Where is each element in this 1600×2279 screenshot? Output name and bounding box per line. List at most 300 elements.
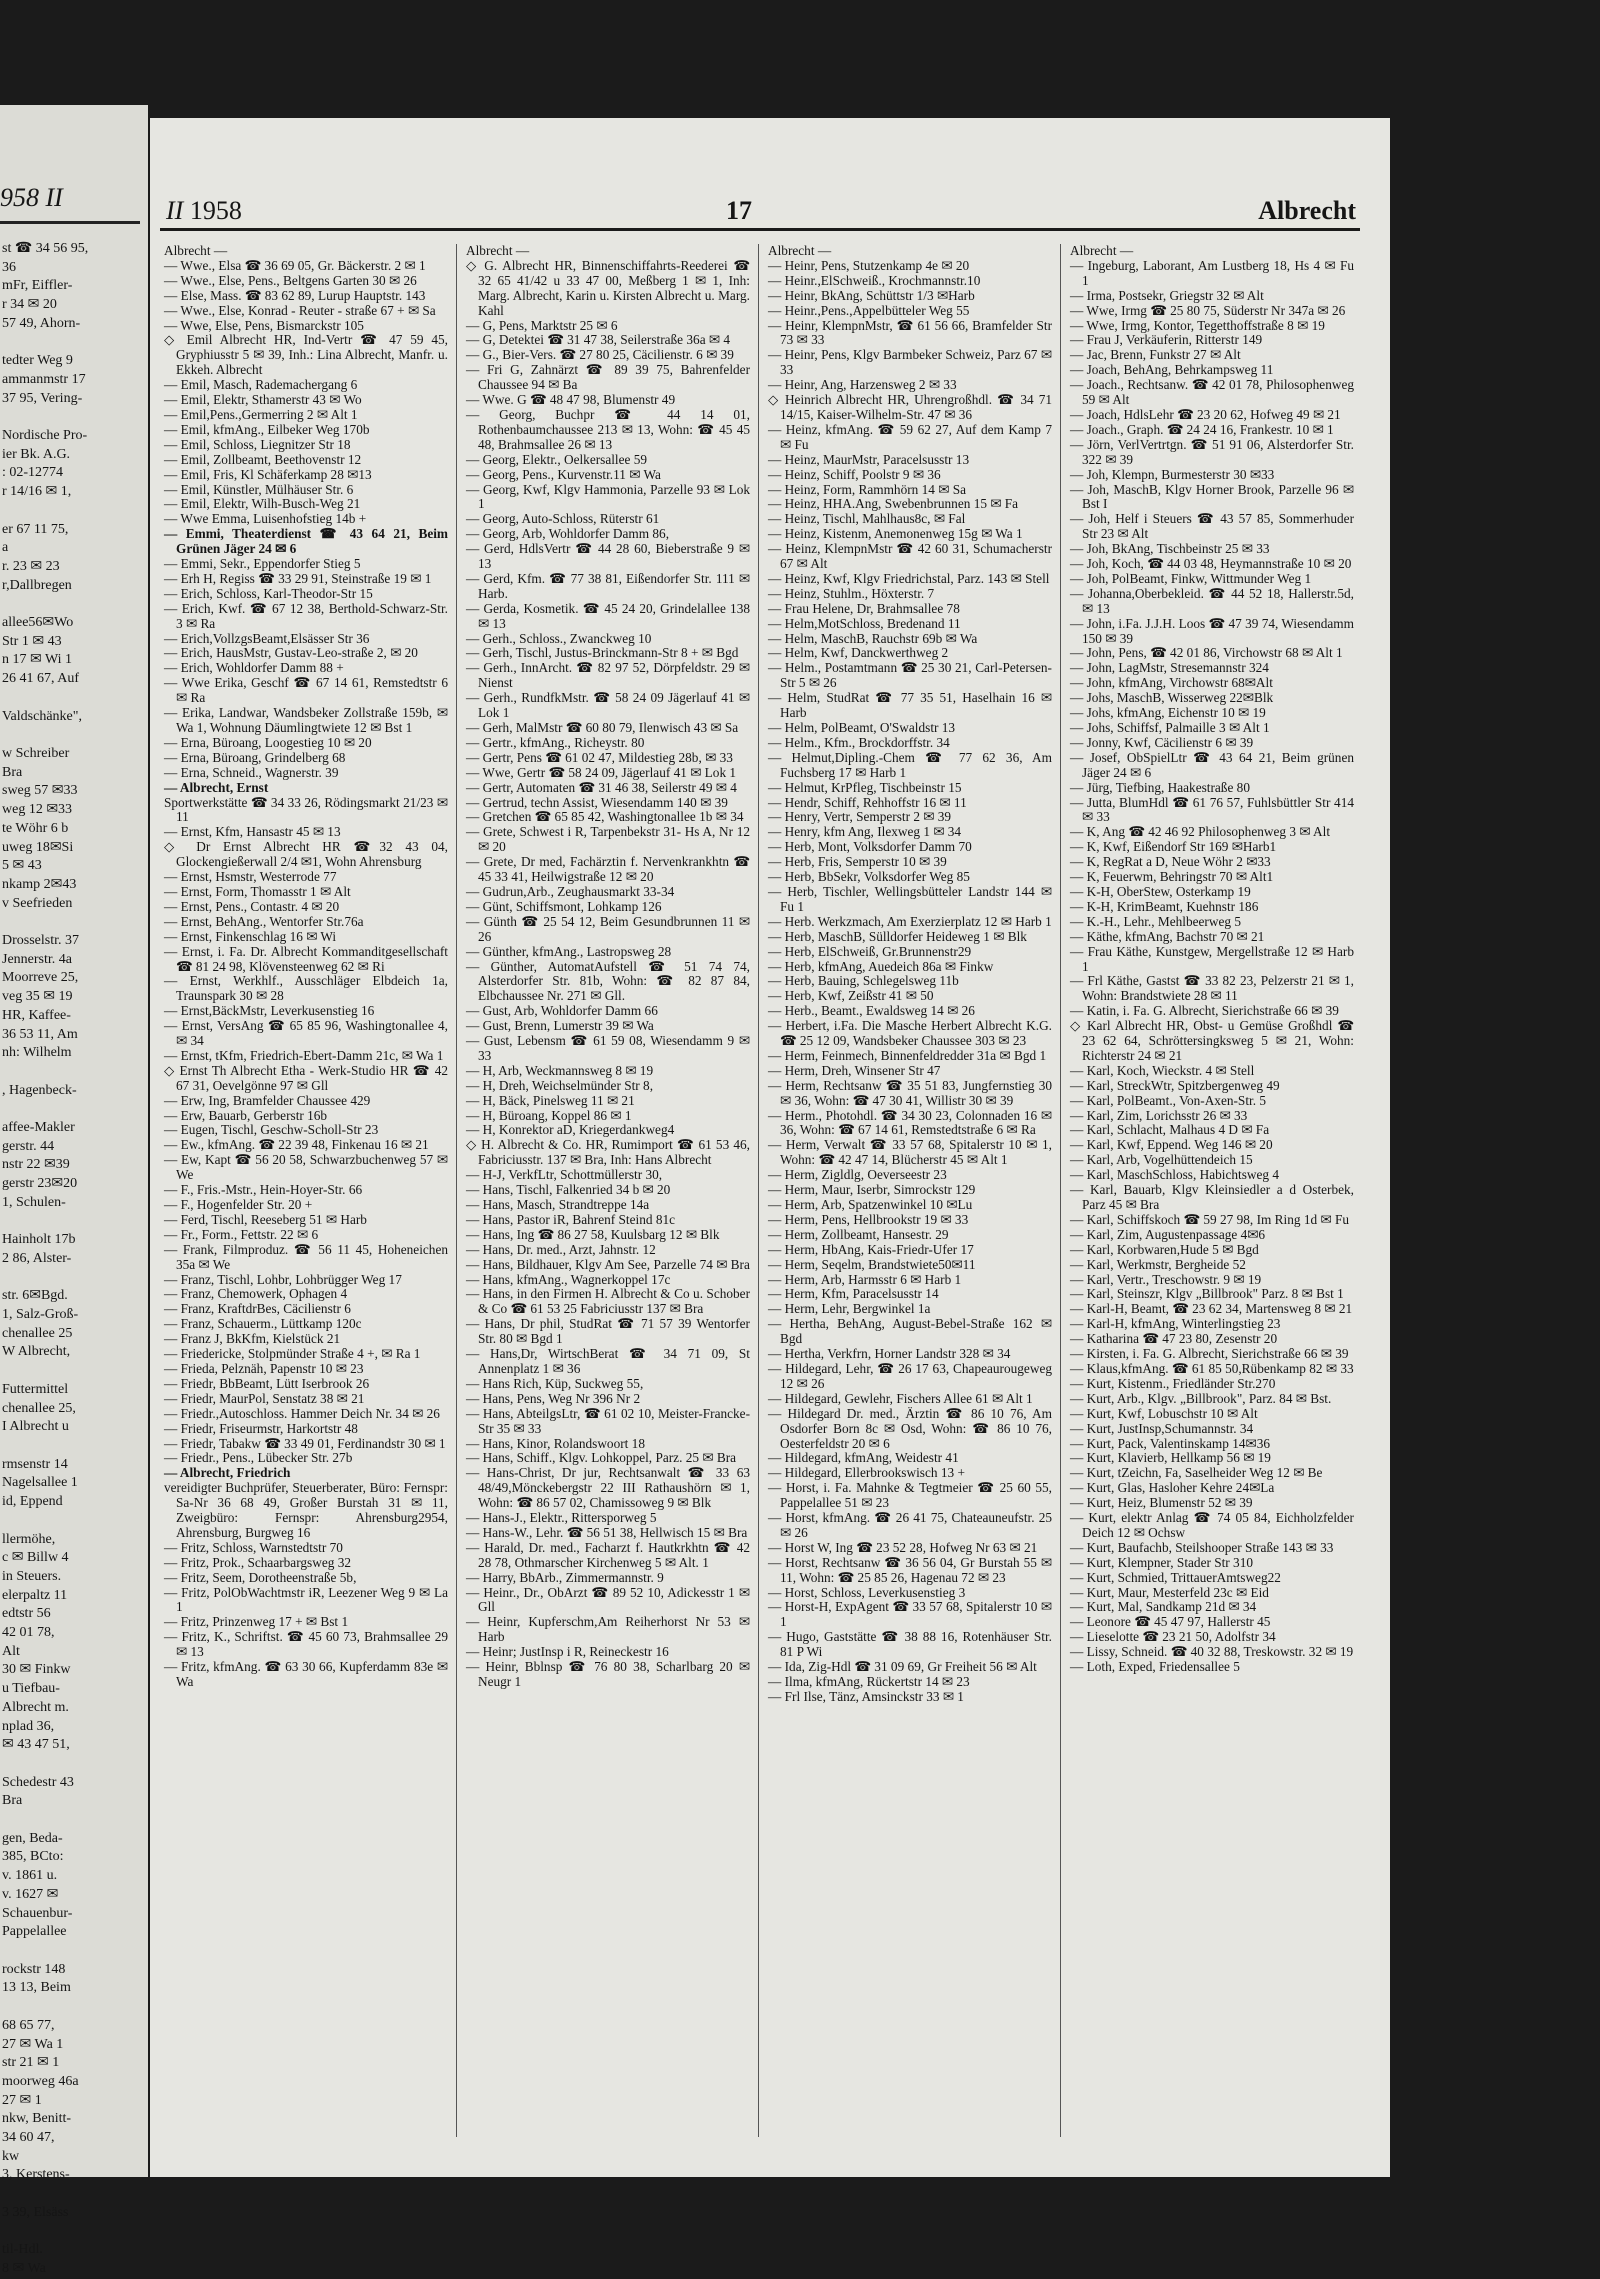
directory-entry: — Helm., Postamtmann ☎ 25 30 21, Carl-Petersen-Str 5 ✉ 26 — [768, 660, 1052, 691]
directory-entry: — Gust, Brenn, Lumerstr 39 ✉ Wa — [466, 1018, 654, 1034]
column-1 — [164, 244, 448, 1690]
directory-entry: — Kurt, Arb., Klgv. „Billbrook", Parz. 84 ✉ Bst. — [1070, 1390, 1332, 1406]
directory-entry: — H-J, VerkfLtr, Schottmüllerstr 30, — [466, 1167, 663, 1183]
directory-entry: — Hans-Christ, Dr jur, Rechtsanwalt ☎ 33 63 48/49,Mönckebergstr 22 III Rathaushörn ✉ 1, Wohn: ☎ 86 57 02, Chamissoweg 9 ✉ Blk — [466, 1465, 750, 1511]
directory-entry: — Lieselotte ☎ 23 21 50, Adolfstr 34 — [1070, 1629, 1276, 1645]
directory-entry: — Hertha, Verkfrn, Horner Landstr 328 ✉ 34 — [768, 1346, 1011, 1362]
directory-entry: — F., Fris.-Mstr., Hein-Hoyer-Str. 66 — [164, 1182, 363, 1198]
directory-entry: — Ernst,BäckMstr, Leverkusenstieg 16 — [164, 1003, 375, 1019]
directory-entry: — Friedr, BbBeamt, Lütt Iserbrook 26 — [164, 1375, 370, 1391]
directory-entry: — Heinz, Form, Rammhörn 14 ✉ Sa — [768, 481, 967, 497]
directory-entry: — Friedr, Friseurmstr, Harkortstr 48 — [164, 1420, 358, 1436]
directory-entry: — Heinz, Schiff, Poolstr 9 ✉ 36 — [768, 466, 941, 482]
directory-entry: — Helm,MotSchloss, Bredenand 11 — [768, 615, 961, 631]
adjacent-page-line: affee-Makler — [2, 1120, 75, 1136]
directory-entry: — Karl, Zim, Augustenpassage 4✉6 — [1070, 1226, 1266, 1242]
directory-entry: ◇ Karl Albrecht HR, Obst- u Gemüse Großhdl ☎ 23 62 64, Schröttersingksweg 5 ✉ 21, Wohn: Richterstr 24 ✉ 21 — [1070, 1018, 1354, 1063]
directory-entry: — Hans, Pens, Weg Nr 396 Nr 2 — [466, 1390, 641, 1406]
directory-entry: — Ernst, Finkenschlag 16 ✉ Wi — [164, 928, 337, 944]
section-mark: II — [166, 196, 184, 225]
directory-entry: — Kurt, Heiz, Blumenstr 52 ✉ 39 — [1070, 1495, 1253, 1511]
directory-entry: — Horst, Rechtsanw ☎ 36 56 04, Gr Burstah 55 ✉ 11, Wohn: ☎ 25 85 26, Hagenau 72 ✉ 23 — [768, 1554, 1052, 1585]
directory-entry: — Joach., Rechtsanw. ☎ 42 01 78, Philosophenweg 59 ✉ Alt — [1070, 377, 1354, 408]
adjacent-page-line — [2, 1755, 148, 1774]
directory-entry: — Günther, AutomatAufstell ☎ 51 74 74, Alsterdorfer Str. 81b, Wohn: ☎ 82 87 84, Elbchaussee Nr. 271 ✉ Gll. — [466, 958, 750, 1004]
adjacent-page-line: 57 49, Ahorn- — [2, 315, 81, 331]
directory-entry: — Herm, Maur, Iserbr, Simrockstr 129 — [768, 1182, 976, 1198]
directory-entry: — Kurt, Pack, Valentinskamp 14✉36 — [1070, 1435, 1270, 1451]
directory-entry: — Erw, Bauarb, Gerberstr 16b — [164, 1107, 328, 1123]
directory-entry: — Wwe., Else, Pens., Beltgens Garten 30 ✉ 26 — [164, 272, 417, 288]
directory-entry: — Gretchen ☎ 65 85 42, Washingtonallee 1b ✉ 34 — [466, 809, 744, 825]
adjacent-page-line: n 17 ✉ Wi 1 — [2, 652, 73, 668]
directory-entry: — Albrecht, Friedrich — [164, 1465, 291, 1481]
adjacent-page-line: Schedestr 43 — [2, 1774, 74, 1790]
adjacent-page-line — [2, 334, 148, 353]
directory-entry: — Heinr, Pens, Klgv Barmbeker Schweiz, Parz 67 ✉ 33 — [768, 347, 1052, 378]
directory-entry: — Hans, Ing ☎ 86 27 58, Kuulsbarg 12 ✉ Blk — [466, 1226, 720, 1242]
directory-entry: — Kurt, Glas, Hasloher Kehre 24✉La — [1070, 1480, 1275, 1496]
adjacent-page-line: rockstr 148 — [2, 1961, 66, 1977]
directory-entry: — Heinz, KlempnMstr ☎ 42 60 31, Schumacherstr 67 ✉ Alt — [768, 541, 1052, 572]
directory-entry: ◇ Heinrich Albrecht HR, Uhrengroßhdl. ☎ 34 71 14/15, Kaiser-Wilhelm-Str. 47 ✉ 36 — [768, 392, 1052, 422]
directory-entry: — Helm, PolBeamt, O'Swaldstr 13 — [768, 720, 956, 735]
header-rule — [160, 228, 1360, 231]
adjacent-page-line — [2, 1063, 148, 1082]
directory-entry: — Heinz, Kwf, Klgv Friedrichstal, Parz. 143 ✉ Stell — [768, 570, 1050, 586]
adjacent-page-line: Futtermittel — [2, 1381, 69, 1397]
directory-entry: — Georg, Buchpr ☎ 44 14 01, Rothenbaumchaussee 213 ✉ 13, Wohn: ☎ 45 45 48, Brahmsallee 26 ✉ 13 — [466, 406, 750, 452]
adjacent-page-line: rmsenstr 14 — [2, 1456, 68, 1472]
directory-entry: — Herm, Dreh, Winsener Str 47 — [768, 1062, 941, 1078]
directory-entry: — Friedericke, Stolpmünder Straße 4 +, ✉ Ra 1 — [164, 1346, 421, 1362]
adjacent-page-line: chenallee 25 — [2, 1325, 73, 1341]
directory-entry: — Emil,Pens.,Germerring 2 ✉ Alt 1 — [164, 406, 358, 422]
directory-entry: — Frau J, Verkäuferin, Ritterstr 149 — [1070, 332, 1263, 348]
column-heading: Albrecht — — [164, 243, 228, 258]
directory-entry: — Ernst, BehAng., Wentorfer Str.76a — [164, 913, 364, 929]
directory-entry: — Helmut, KrPfleg, Tischbeinstr 15 — [768, 779, 962, 795]
directory-entry: vereidigter Buchprüfer, Steuerberater, Büro: Fernspr: Sa-Nr 36 68 49, Großer Burstah 31 ✉ 11, Zweigbüro: Fernspr: Ahrensburg2954, Ahrensburg, Burgweg 16 — [164, 1480, 448, 1540]
adjacent-page-line: Str 1 ✉ 43 — [2, 633, 62, 649]
directory-entry: — Herb. Werkzmach, Am Exerzierplatz 12 ✉ Harb 1 — [768, 913, 1052, 929]
directory-entry: — Ernst, i. Fa. Dr. Albrecht Kommanditgesellschaft ☎ 81 24 98, Klövensteenweg 62 ✉ Ri — [164, 943, 448, 974]
adjacent-page-line — [2, 1362, 148, 1381]
directory-entry: — Heinr, Pens, Stutzenkamp 4e ✉ 20 — [768, 257, 970, 273]
directory-entry: — Gust, Arb, Wohldorfer Damm 66 — [466, 1003, 658, 1019]
directory-entry: — Friedr.,Autoschloss. Hammer Deich Nr. 34 ✉ 26 — [164, 1405, 440, 1421]
directory-entry: — H, Büroang, Koppel 86 ✉ 1 — [466, 1107, 632, 1123]
directory-entry: ◇ Emil Albrecht HR, Ind-Vertr ☎ 47 59 45, Gryphiusstr 5 ✉ 39, Inh.: Lina Albrecht, Manfr. u. Ekkeh. Albrecht — [164, 332, 448, 378]
directory-entry: — Wwe, Else, Pens, Bismarckstr 105 — [164, 317, 364, 333]
directory-entry: — Fritz, K., Schriftst. ☎ 45 60 73, Brahmsallee 29 ✉ 13 — [164, 1629, 448, 1660]
directory-entry: — Hans Rich, Küp, Suckweg 55, — [466, 1375, 644, 1391]
directory-entry: — Herm, Rechtsanw ☎ 35 51 83, Jungfernstieg 30 ✉ 36, Wohn: ☎ 47 30 41, Willistr 30 ✉ 39 — [768, 1077, 1052, 1108]
directory-entry: — Ingeburg, Laborant, Am Lustberg 18, Hs 4 ✉ Fu 1 — [1070, 257, 1354, 288]
directory-entry: — Heinr; JustInsp i R, Reineckestr 16 — [466, 1644, 669, 1660]
directory-entry: — Horst, i. Fa. Mahnke & Tegtmeier ☎ 25 60 55, Pappelallee 51 ✉ 23 — [768, 1480, 1052, 1511]
directory-entry: — Fritz, PolObWachtmstr iR, Leezener Weg 9 ✉ La 1 — [164, 1584, 448, 1615]
adjacent-page-line: 37 95, Vering- — [2, 390, 83, 406]
directory-entry: — Hans, Tischl, Falkenried 34 b ✉ 20 — [466, 1182, 671, 1198]
adjacent-page-line: moorweg 46a — [2, 2073, 79, 2089]
adjacent-page-line — [2, 1100, 148, 1119]
directory-entry: — John, LagMstr, Stresemannstr 324 — [1070, 660, 1269, 676]
directory-entry: — Wwe Erika, Geschf ☎ 67 14 61, Remstedtstr 6 ✉ Ra — [164, 675, 448, 706]
adjacent-page-line: allee56✉Wo — [2, 615, 74, 631]
directory-entry: — Herm., Photohdl. ☎ 34 30 23, Colonnaden 16 ✉ 36, Wohn: ☎ 67 14 61, Remstedtstraße 6 ✉ Ra — [768, 1107, 1052, 1138]
directory-entry: — Gertr., kfmAng., Richeystr. 80 — [466, 734, 645, 750]
year-label: 1958 — [189, 196, 242, 225]
directory-entry: — Erich, Schloss, Karl-Theodor-Str 15 — [164, 585, 373, 601]
directory-entry: — Karl, Bauarb, Klgv Kleinsiedler a d Osterbek, Parz 45 ✉ Bra — [1070, 1182, 1354, 1212]
directory-entry: — Georg, Kwf, Klgv Hammonia, Parzelle 93 ✉ Lok 1 — [466, 481, 750, 512]
directory-entry: — Erich,VollzgsBeamt,Elsässer Str 36 — [164, 630, 370, 646]
directory-entry: — Karl-H, Beamt, ☎ 23 62 34, Martensweg 8 ✉ 21 — [1070, 1301, 1353, 1317]
directory-entry: — Heinr, Ang, Harzensweg 2 ✉ 33 — [768, 377, 957, 393]
directory-entry: — Hendr, Schiff, Rehhoffstr 16 ✉ 11 — [768, 794, 967, 810]
directory-entry: — Ernst, VersAng ☎ 65 85 96, Washingtonallee 4, ✉ 34 — [164, 1018, 448, 1049]
directory-entry: — Gerh., RundfkMstr. ☎ 58 24 09 Jägerlauf 41 ✉ Lok 1 — [466, 690, 750, 721]
adjacent-page-line: 36 53 11, Am — [2, 1026, 78, 1042]
adjacent-page-line: te Wöhr 6 b — [2, 820, 69, 836]
directory-entry: ◇ Dr Ernst Albrecht HR ☎32 43 04, Glockengießerwall 2/4 ✉1, Wohn Ahrensburg — [164, 839, 448, 870]
adjacent-page-line: sweg 57 ✉33 — [2, 783, 78, 799]
directory-entry: — Horst, Schloss, Leverkusenstieg 3 — [768, 1584, 966, 1600]
directory-entry: — Katin, i. Fa. G. Albrecht, Sierichstraße 66 ✉ 39 — [1070, 1003, 1339, 1019]
directory-entry: — Henry, kfm Ang, Ilexweg 1 ✉ 34 — [768, 824, 962, 840]
adjacent-page-line: a — [2, 540, 9, 556]
directory-entry: — Gerh, Tischl, Justus-Brinckmann-Str 8 + ✉ Bgd — [466, 645, 739, 661]
directory-entry: — Joh, Koch, ☎ 44 03 48, Heymannstraße 10 ✉ 20 — [1070, 556, 1352, 572]
directory-entry: — Frau Käthe, Kunstgew, Mergellstraße 12 ✉ Harb 1 — [1070, 943, 1354, 974]
adjacent-page-line — [2, 1437, 148, 1456]
adjacent-page-line — [2, 2223, 148, 2242]
directory-entry: — Emil, Künstler, Mülhäuser Str. 6 — [164, 481, 354, 497]
directory-entry: — Gust, Lebensm ☎ 61 59 08, Wiesendamm 9 ✉ 33 — [466, 1033, 750, 1063]
directory-entry: — K-H, OberStew, Osterkamp 19 — [1070, 883, 1251, 899]
adjacent-page-line: nstr 22 ✉39 — [2, 1157, 70, 1173]
directory-entry: — John, i.Fa. J.J.H. Loos ☎ 47 39 74, Wiesendamm 150 ✉ 39 — [1070, 615, 1354, 646]
directory-entry: — Herb, Mont, Volksdorfer Damm 70 — [768, 839, 972, 855]
directory-entry: — Kurt, tZeichn, Fa, Saselheider Weg 12 ✉ Be — [1070, 1465, 1323, 1481]
directory-entry: — Kirsten, i. Fa. G. Albrecht, Sierichstraße 66 ✉ 39 — [1070, 1346, 1349, 1362]
adjacent-page-line: ✉ 43 47 51, — [2, 1737, 70, 1753]
directory-entry: — Gerd, HdlsVertr ☎ 44 28 60, Bieberstraße 9 ✉ 13 — [466, 541, 750, 572]
directory-entry: — Hugo, Gaststätte ☎ 38 88 16, Rotenhäuser Str. 81 P Wi — [768, 1629, 1052, 1660]
directory-entry: — Josef, ObSpielLtr ☎ 43 64 21, Beim grünen Jäger 24 ✉ 6 — [1070, 749, 1354, 780]
adjacent-page-line: llermöhe, — [2, 1531, 56, 1547]
directory-entry: — H, Bäck, Pinelsweg 11 ✉ 21 — [466, 1092, 635, 1108]
directory-entry: — K, RegRat a D, Neue Wöhr 2 ✉33 — [1070, 854, 1271, 870]
directory-entry: — Karl, Arb, Vogelhüttendeich 15 — [1070, 1152, 1253, 1168]
directory-entry: — Friedr., Pens., Lübecker Str. 27b — [164, 1450, 353, 1466]
directory-entry: — Frieda, Pelznäh, Papenstr 10 ✉ 23 — [164, 1360, 364, 1376]
directory-entry: — Wwe, Gertr ☎ 58 24 09, Jägerlauf 41 ✉ Lok 1 — [466, 764, 737, 780]
directory-entry: — Loth, Exped, Friedensallee 5 — [1070, 1659, 1240, 1675]
adjacent-page-line: Valdschänke", — [2, 708, 82, 724]
adjacent-page-line: str. 6✉Bgd. — [2, 1288, 68, 1304]
directory-entry: — Frl Ilse, Tänz, Amsinckstr 33 ✉ 1 — [768, 1688, 964, 1704]
directory-entry: — Horst-H, ExpAgent ☎ 33 57 68, Spitalerstr 10 ✉ 1 — [768, 1599, 1052, 1630]
directory-entry: — Erna, Büroang, Grindelberg 68 — [164, 749, 346, 765]
running-head: Albrecht — [1258, 196, 1356, 225]
adjacent-page-line: v. 1861 u. — [2, 1868, 58, 1884]
adjacent-page-line: 42 01 78, — [2, 1625, 55, 1641]
directory-entry: — Herb, Bauing, Schlegelsweg 11b — [768, 973, 959, 989]
directory-entry: — Erw, Ing, Bramfelder Chaussee 429 — [164, 1092, 371, 1108]
directory-entry: — Erich, HausMstr, Gustav-Leo-straße 2, ✉ 20 — [164, 645, 418, 661]
adjacent-page-line: elerpaltz 11 — [2, 1587, 68, 1603]
directory-entry: ◇ G. Albrecht HR, Binnenschiffahrts-Reederei ☎ 32 65 41/42 u 33 47 00, Meßberg 1 ✉ 1, Inh: Marg. Albrecht, Karin u. Kirsten Albrecht u. Marg. Kahl — [466, 257, 750, 318]
directory-entry: — Georg, Elektr., Oelkersallee 59 — [466, 451, 648, 467]
directory-entry: — Günther, kfmAng., Lastropsweg 28 — [466, 943, 672, 959]
directory-entry: — Karl, Steinszr, Klgv „Billbrook" Parz. 8 ✉ Bst 1 — [1070, 1286, 1344, 1302]
directory-entry: — Joach, BehAng, Behrkampsweg 11 — [1070, 362, 1274, 378]
adjacent-page-line — [2, 502, 148, 521]
directory-entry: — Klaus,kfmAng. ☎ 61 85 50,Rübenkamp 82 ✉ 33 — [1070, 1360, 1354, 1376]
directory-entry: — Albrecht, Ernst — [164, 779, 269, 795]
adjacent-page-line: Bra — [2, 764, 23, 780]
directory-entry: — Emil, Fris, Kl Schäferkamp 28 ✉13 — [164, 466, 372, 482]
adjacent-page-line: Schauenbur- — [2, 1905, 73, 1921]
directory-entry: — Herm, Verwalt ☎ 33 57 68, Spitalerstr 10 ✉ 1, Wohn: ☎ 42 47 14, Blücherstr 45 ✉ Alt 1 — [768, 1137, 1052, 1168]
adjacent-page-line: Nordische Pro- — [2, 428, 88, 444]
directory-entry: — Gudrun,Arb., Zeughausmarkt 33-34 — [466, 883, 675, 899]
directory-entry: — Erich, Wohldorfer Damm 88 + — [164, 660, 344, 676]
directory-entry: — G, Pens, Marktstr 25 ✉ 6 — [466, 317, 618, 333]
directory-entry: — John, kfmAng, Virchowstr 68✉Alt — [1070, 675, 1273, 691]
directory-entry: — Ferd, Tischl, Reeseberg 51 ✉ Harb — [164, 1211, 367, 1227]
directory-entry: — Herm, Zigldlg, Oeverseestr 23 — [768, 1167, 947, 1183]
directory-entry: — Herm, Seqelm, Brandstwiete50✉11 — [768, 1256, 976, 1272]
directory-entry: — Helm, Kwf, Danckwerthweg 2 — [768, 645, 949, 661]
directory-entry: — Kurt, Baufachb, Steilshooper Straße 143 ✉ 33 — [1070, 1539, 1334, 1555]
directory-entry: — Heinr, Kupferschm,Am Reiherhorst Nr 53 ✉ Harb — [466, 1614, 750, 1645]
directory-entry: — K, Ang ☎ 42 46 92 Philosophenweg 3 ✉ Alt — [1070, 824, 1331, 840]
adjacent-page-line: c ✉ Billw 4 — [2, 1550, 69, 1566]
adjacent-page-line — [2, 595, 148, 614]
column-2 — [466, 244, 750, 1690]
directory-entry: — Emil, Elektr, Sthamerstr 43 ✉ Wo — [164, 392, 362, 408]
directory-entry: ◇ Ernst Th Albrecht Etha - Werk-Studio HR ☎ 42 67 31, Oevelgönne 97 ✉ Gll — [164, 1062, 448, 1093]
adjacent-page-line: Moorreve 25, — [2, 970, 79, 986]
directory-entry: — Hans-J., Elektr., Rittersporweg 5 — [466, 1510, 657, 1526]
directory-entry: — Horst W, Ing ☎ 23 52 28, Hofweg Nr 63 ✉ 21 — [768, 1539, 1038, 1555]
adjacent-page-line — [2, 1942, 148, 1961]
directory-entry: — Helmut,Dipling.-Chem ☎ 77 62 36, Am Fuchsberg 17 ✉ Harb 1 — [768, 749, 1052, 780]
directory-entry: — Horst, kfmAng. ☎ 26 41 75, Chateauneufstr. 25 ✉ 26 — [768, 1510, 1052, 1540]
directory-entry: — Emil, Masch, Rademachergang 6 — [164, 377, 358, 393]
directory-entry: — Wwe, Irmg, Kontor, Tegetthoffstraße 8 ✉ 19 — [1070, 317, 1325, 333]
directory-entry: — Karl, StreckWtr, Spitzbergenweg 49 — [1070, 1077, 1280, 1093]
column-heading: Albrecht — — [466, 243, 530, 258]
adjacent-page-line: W Albrecht, — [2, 1344, 71, 1360]
adjacent-page-line: Drosselstr. 37 — [2, 933, 79, 949]
directory-entry: — Herb, ElSchweiß, Gr.Brunnenstr29 — [768, 943, 972, 959]
directory-entry: — Grete, Dr med, Fachärztin f. Nervenkrankhtn ☎ 45 33 41, Heilwigstraße 12 ✉ 20 — [466, 854, 750, 885]
directory-entry: — Herm, Lehr, Bergwinkel 1a — [768, 1301, 931, 1317]
adjacent-page-line: 8 ✉ Wa — [2, 2260, 46, 2276]
directory-entry: — Friedr, MaurPol, Senstatz 38 ✉ 21 — [164, 1390, 365, 1406]
directory-entry: — Herb, Fris, Semperstr 10 ✉ 39 — [768, 854, 947, 870]
adjacent-page-line: Albrecht m. — [2, 1699, 69, 1715]
adjacent-page-line — [2, 2185, 148, 2204]
directory-entry: — Hans, kfmAng., Wagnerkoppel 17c — [466, 1271, 671, 1287]
directory-entry: — Georg, Pens., Kurvenstr.11 ✉ Wa — [466, 466, 661, 482]
directory-entry: — Hans, Dr. med., Arzt, Jahnstr. 12 — [466, 1241, 656, 1257]
adjacent-page-line: Nagelsallee 1 — [2, 1475, 78, 1491]
directory-entry: — Fritz, Prok., Schaarbargsweg 32 — [164, 1554, 351, 1570]
directory-entry: — Emmi, Sekr., Eppendorfer Stieg 5 — [164, 556, 361, 572]
directory-entry: — Hildegard Dr. med., Ärztin ☎ 86 10 76, Am Osdorfer Born 8c ✉ Osd, Wohn: ☎ 86 10 76, Oesterfeldstr 20 ✉ 6 — [768, 1405, 1052, 1451]
adjacent-page-line — [2, 1213, 148, 1232]
adjacent-page-fragments — [2, 240, 148, 2279]
directory-entry: — Harald, Dr. med., Facharzt f. Hautkrkhtn ☎ 42 28 78, Othmarscher Kirchenweg 5 ✉ Alt. 1 — [466, 1539, 750, 1570]
adjacent-page-header: 958 II — [0, 183, 63, 212]
directory-entry: — Johs, MaschB, Wisserweg 22✉Blk — [1070, 690, 1274, 706]
adjacent-page-line: ier Bk. A.G. — [2, 446, 71, 462]
adjacent-page-line — [2, 726, 148, 745]
directory-entry: — Jürg, Tiefbing, Haakestraße 80 — [1070, 779, 1250, 795]
directory-entry: — K, Feuerwm, Behringstr 70 ✉ Alt1 — [1070, 869, 1274, 885]
adjacent-page-line: I Albrecht u — [2, 1419, 69, 1435]
adjacent-page-line: nkw, Benitt- — [2, 2111, 72, 2127]
directory-entry: — Katharina ☎ 47 23 80, Zesenstr 20 — [1070, 1331, 1278, 1347]
directory-entry: — Hildegard, kfmAng, Weidestr 41 — [768, 1450, 959, 1466]
directory-entry: — G, Detektei ☎ 31 47 38, Seilerstraße 36a ✉ 4 — [466, 332, 731, 348]
directory-entry: — Herb, MaschB, Sülldorfer Heideweg 1 ✉ Blk — [768, 928, 1027, 944]
column-heading: Albrecht — — [768, 243, 832, 258]
directory-entry: — Heinz, Kistenm, Anemonenweg 15g ✉ Wa 1 — [768, 526, 1023, 542]
directory-entry: — Franz, KraftdrBes, Cäcilienstr 6 — [164, 1301, 351, 1317]
adjacent-page-line: 27 ✉ Wa 1 — [2, 2036, 64, 2052]
directory-entry: — Hildegard, Gewlehr, Fischers Allee 61 ✉ Alt 1 — [768, 1390, 1033, 1406]
adjacent-page-line: er 67 11 75, — [2, 521, 69, 537]
directory-entry: — Helm, MaschB, Rauchstr 69b ✉ Wa — [768, 630, 978, 646]
directory-entry: — Fr., Form., Fettstr. 22 ✉ 6 — [164, 1226, 319, 1242]
adjacent-page-line: 2 86, Alster- — [2, 1250, 72, 1266]
directory-entry: — Emil, Zollbeamt, Beethovenstr 12 — [164, 451, 362, 467]
directory-entry: — Hildegard, Ellerbrookswisch 13 + — [768, 1465, 965, 1481]
directory-entry: — Fritz, Prinzenweg 17 + ✉ Bst 1 — [164, 1614, 349, 1630]
column-4 — [1070, 244, 1354, 1675]
adjacent-page-line: 5 ✉ 43 — [2, 858, 42, 874]
directory-entry: — Karl, Werkmstr, Bergheide 52 — [1070, 1256, 1246, 1272]
directory-entry: — Joh, Helf i Steuers ☎ 43 57 85, Sommerhuder Str 23 ✉ Alt — [1070, 511, 1354, 542]
directory-entry: — Gerh, MalMstr ☎ 60 80 79, Ilenwisch 43 ✉ Sa — [466, 720, 739, 735]
directory-entry: — Karl-H, kfmAng, Winterlingstieg 23 — [1070, 1316, 1281, 1332]
adjacent-page-line: v. 1627 ✉ — [2, 1886, 59, 1902]
directory-entry: — Georg, Arb, Wohldorfer Damm 86, — [466, 526, 670, 542]
adjacent-page-line: nkamp 2✉43 — [2, 876, 77, 892]
adjacent-page-line: Hainholt 17b — [2, 1232, 76, 1248]
adjacent-page-line: , Hagenbeck- — [2, 1082, 77, 1098]
column-3 — [768, 244, 1052, 1705]
directory-entry: — Erich, Kwf. ☎ 67 12 38, Berthold-Schwarz-Str. 3 ✉ Ra — [164, 600, 448, 631]
directory-entry: — Karl, Vertr., Treschowstr. 9 ✉ 19 — [1070, 1271, 1262, 1287]
directory-entry: — Johs, Schiffsf, Palmaille 3 ✉ Alt 1 — [1070, 720, 1270, 735]
directory-entry: — Emmi, Theaterdienst ☎ 43 64 21, Beim Grünen Jäger 24 ✉ 6 — [164, 526, 448, 557]
directory-entry: — K.-H., Lehr., Mehlbeerweg 5 — [1070, 913, 1241, 929]
adjacent-page-line: 68 65 77, — [2, 2017, 55, 2033]
directory-entry: — Wwe. G ☎ 48 47 98, Blumenstr 49 — [466, 392, 676, 408]
directory-entry: — Gertr, Automaten ☎ 31 46 38, Seilerstr 49 ✉ 4 — [466, 779, 737, 795]
directory-entry: — Ernst, Hsmstr, Westerrode 77 — [164, 869, 337, 885]
adjacent-page-line: u Tiefbau- — [2, 1681, 60, 1697]
directory-entry: — Hans, in den Firmen H. Albrecht & Co u. Schober & Co ☎ 61 53 25 Fabriciusstr 137 ✉ Bra — [466, 1286, 750, 1317]
directory-entry: — Karl, Kwf, Eppend. Weg 146 ✉ 20 — [1070, 1137, 1273, 1153]
directory-entry: — Gerh., Schloss., Zwanckweg 10 — [466, 630, 652, 646]
adjacent-page-line: edtstr 56 — [2, 1606, 51, 1622]
directory-entry: — Joh, MaschB, Klgv Horner Brook, Parzelle 96 ✉ Bst I — [1070, 481, 1354, 512]
page-year — [166, 196, 242, 226]
directory-entry: — Gertrud, techn Assist, Wiesendamm 140 ✉ 39 — [466, 794, 728, 810]
directory-entry: — Frau Helene, Dr, Brahmsallee 78 — [768, 600, 960, 616]
directory-entry: — Erna, Büroang, Loogestieg 10 ✉ 20 — [164, 734, 372, 750]
directory-entry: — Kurt, Kistenm., Friedländer Str.270 — [1070, 1375, 1276, 1391]
adjacent-page-line — [2, 913, 148, 932]
adjacent-page-line — [2, 408, 148, 427]
directory-entry: — G., Bier-Vers. ☎ 27 80 25, Cäcilienstr. 6 ✉ 39 — [466, 347, 734, 363]
directory-entry: — Kurt, Kwf, Lobuschstr 10 ✉ Alt — [1070, 1405, 1258, 1421]
directory-entry: — Günt, Schiffsmont, Lohkamp 126 — [466, 898, 662, 914]
adjacent-page-line: Alt — [2, 1643, 20, 1659]
directory-entry: — Georg, Auto-Schloss, Rüterstr 61 — [466, 511, 660, 527]
page-number: 17 — [726, 196, 752, 225]
directory-entry: — Jutta, BlumHdl ☎ 61 76 57, Fuhlsbüttler Str 414 ✉ 33 — [1070, 794, 1354, 825]
adjacent-page-line: id, Eppend — [2, 1494, 63, 1510]
directory-entry: — Karl, Korbwaren,Hude 5 ✉ Bgd — [1070, 1241, 1259, 1257]
adjacent-page-line: nplad 36, — [2, 1718, 55, 1734]
directory-entry: — Hans, Pastor iR, Bahrenf Steind 81c — [466, 1211, 676, 1227]
directory-entry: — Kurt, elektr Anlag ☎ 74 05 84, Eichholzfelder Deich 12 ✉ Ochsw — [1070, 1510, 1354, 1540]
directory-entry: — Emil, kfmAng., Eilbeker Weg 170b — [164, 421, 370, 437]
adjacent-page-line — [2, 1998, 148, 2017]
directory-entry: — Joach, HdlsLehr ☎ 23 20 62, Hofweg 49 ✉ 21 — [1070, 406, 1341, 422]
directory-entry: — Fritz, Schloss, Warnstedtstr 70 — [164, 1539, 343, 1555]
adjacent-page-line — [2, 1269, 148, 1288]
directory-entry: — Heinz, Tischl, Mahlhaus8c, ✉ Fal — [768, 511, 966, 527]
directory-entry: — Heinr, BkAng, Schüttstr 1/3 ✉Harb — [768, 287, 975, 303]
directory-entry: — Gerd, Kfm. ☎ 77 38 81, Eißendorfer Str. 111 ✉ Harb. — [466, 570, 750, 601]
directory-entry: — Wwe., Else, Konrad - Reuter - straße 67 + ✉ Sa — [164, 302, 436, 318]
directory-entry: — Johs, kfmAng, Eichenstr 10 ✉ 19 — [1070, 705, 1266, 721]
directory-entry: — Erika, Landwar, Wandsbeker Zollstraße 159b, ✉ Wa 1, Wohnung Däumlingtwiete 12 ✉ Bst 1 — [164, 705, 448, 735]
directory-entry: — Günth ☎ 25 54 12, Beim Gesundbrunnen 11 ✉ 26 — [466, 913, 750, 944]
adjacent-page-line: HR, Kaffee- — [2, 1007, 71, 1023]
directory-entry: — Hans, AbteilgsLtr, ☎ 61 02 10, Meister-Francke-Str 35 ✉ 33 — [466, 1405, 750, 1436]
adjacent-page-line: v Seefrieden — [2, 895, 73, 911]
directory-entry: — Wwe, Irmg ☎ 25 80 75, Süderstr Nr 347a ✉ 26 — [1070, 302, 1346, 318]
directory-entry: — Kurt, Klavierb, Hellkamp 56 ✉ 19 — [1070, 1450, 1271, 1466]
directory-entry: — Heinz, kfmAng. ☎ 59 62 27, Auf dem Kamp 7 ✉ Fu — [768, 421, 1052, 452]
directory-entry: — Helm, StudRat ☎ 77 35 51, Haselhain 16 ✉ Harb — [768, 690, 1052, 721]
adjacent-page-line: kw — [2, 2148, 20, 2164]
directory-entry: — Karl, MaschSchloss, Habichtsweg 4 — [1070, 1167, 1280, 1183]
directory-entry: — Hans, Masch, Strandtreppe 14a — [466, 1197, 650, 1212]
column-divider — [1060, 244, 1061, 2137]
directory-entry: — Heinz, MaurMstr, Paracelsusstr 13 — [768, 451, 970, 467]
directory-entry: — Gerda, Kosmetik. ☎ 45 24 20, Grindelallee 138 ✉ 13 — [466, 600, 750, 631]
directory-entry: — Kurt, Klempner, Stader Str 310 — [1070, 1554, 1254, 1570]
directory-entry: — H, Dreh, Weichselmünder Str 8, — [466, 1077, 654, 1093]
adjacent-page-line: weg 12 ✉33 — [2, 802, 73, 818]
adjacent-page-line: 36 — [2, 259, 16, 275]
directory-entry: — Frank, Filmproduz. ☎ 56 11 45, Hoheneichen 35a ✉ We — [164, 1241, 448, 1272]
adjacent-page-line: gen, Beda- — [2, 1830, 63, 1846]
adjacent-page-line: w Schreiber — [2, 745, 70, 761]
